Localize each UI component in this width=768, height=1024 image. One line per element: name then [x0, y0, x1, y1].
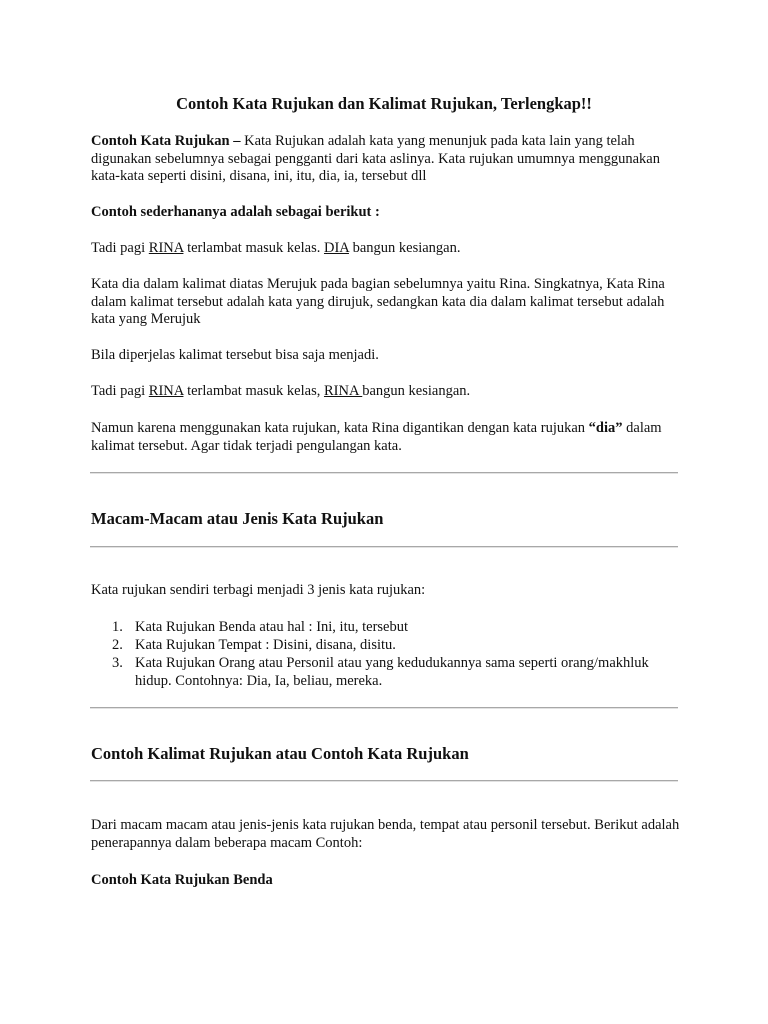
- section3-heading: Contoh Kalimat Rujukan atau Contoh Kata Rujukan: [91, 744, 469, 763]
- example2-part1: Tadi pagi: [91, 383, 149, 399]
- clarify-paragraph: Bila diperjelas kalimat tersebut bisa saja menjadi.: [91, 347, 379, 363]
- however-part1: Namun karena menggunakan kata rujukan, kata Rina digantikan dengan kata rujukan: [91, 420, 589, 436]
- list-item: [91, 636, 681, 654]
- divider: [90, 780, 678, 782]
- section2-intro: Kata rujukan sendiri terbagi menjadi 3 jenis kata rujukan:: [91, 582, 426, 598]
- example1-part3: bangun kesiangan.: [348, 240, 461, 256]
- section3-subheading: Contoh Kata Rujukan Benda: [91, 872, 273, 888]
- list-item: [91, 654, 681, 690]
- explanation-paragraph: Kata dia dalam kalimat diatas Merujuk pada bagian sebelumnya yaitu Rina. Singkatnya, Kata Rina dalam kalimat tersebut adalah kata yang dirujuk, sedangkan kata dia dalam kalimat tersebut adalah kata yang Merujuk: [91, 276, 665, 327]
- list-item-text: Kata Rujukan Tempat : Disini, disana, disitu.: [135, 637, 396, 653]
- however-paragraph: [91, 420, 681, 455]
- however-bold: “dia”: [588, 420, 623, 436]
- example-sentence-2: [91, 383, 681, 401]
- intro-paragraph: [91, 133, 681, 186]
- example2-part2: terlambat masuk kelas,: [183, 383, 324, 399]
- example2-ref2: RINA: [323, 383, 363, 399]
- section2-heading: Macam-Macam atau Jenis Kata Rujukan: [91, 509, 384, 528]
- list-item-text: Kata Rujukan Benda atau hal : Ini, itu, tersebut: [135, 619, 409, 635]
- example2-ref1: RINA: [148, 383, 184, 399]
- list-item: [91, 618, 681, 636]
- example1-ref2: DIA: [323, 240, 349, 256]
- example2-part3: bangun kesiangan.: [362, 383, 471, 399]
- list-item-number: 2.: [112, 637, 123, 653]
- intro-bold-term: Contoh Kata Rujukan –: [91, 133, 241, 149]
- divider: [90, 546, 678, 548]
- simple-example-heading: Contoh sederhananya adalah sebagai berikut :: [91, 204, 380, 220]
- types-list: [91, 618, 681, 690]
- list-item-number: 3.: [112, 655, 123, 671]
- list-item-number: 1.: [112, 619, 123, 635]
- example-sentence-1: [91, 240, 681, 258]
- example1-part2: terlambat masuk kelas.: [183, 240, 324, 256]
- document-title: Contoh Kata Rujukan dan Kalimat Rujukan, Terlengkap!!: [176, 94, 592, 113]
- list-item-text: Kata Rujukan Orang atau Personil atau yang kedudukannya sama seperti orang/makhluk hidup. Contohnya: Dia, Ia, beliau, mereka.: [135, 655, 649, 689]
- divider: [90, 707, 678, 709]
- divider: [90, 472, 678, 474]
- section3-intro: Dari macam macam atau jenis-jenis kata rujukan benda, tempat atau personil tersebut. Berikut adalah penerapannya dalam beberapa macam Contoh:: [91, 817, 680, 851]
- example1-part1: Tadi pagi: [91, 240, 149, 256]
- intro-text: Kata Rujukan adalah kata yang menunjuk pada kata lain yang telah digunakan sebelumnya sebagai pengganti dari kata aslinya. Kata rujukan umumnya menggunakan kata-kata seperti disini, disana, ini, itu, dia, ia, tersebut dll: [91, 133, 660, 184]
- example1-ref1: RINA: [148, 240, 184, 256]
- however-part2: dalam kalimat tersebut. Agar tidak terjadi pengulangan kata.: [91, 420, 662, 454]
